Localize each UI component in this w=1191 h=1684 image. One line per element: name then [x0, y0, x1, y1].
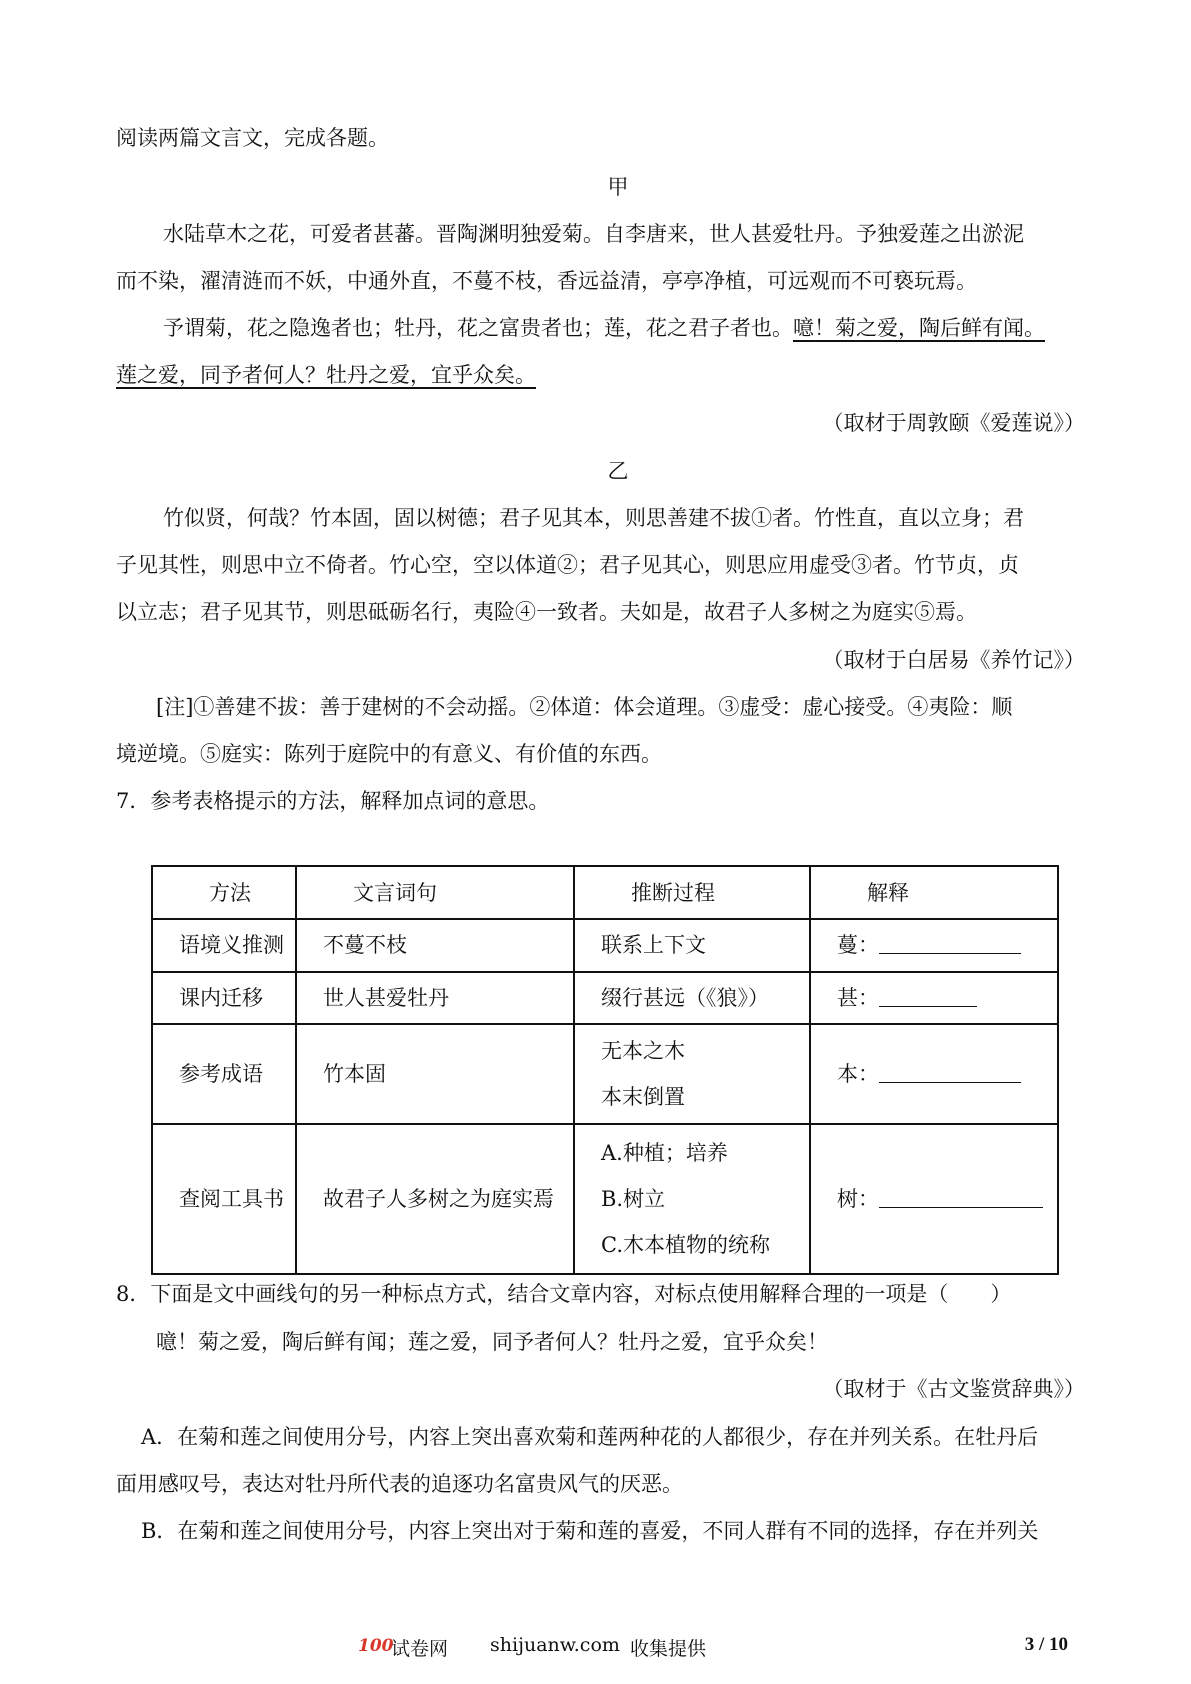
passage-yi-line: 子见其性，则思中立不倚者。竹心空，空以体道②；君子见其心，则思应用虚受③者。竹节贞，贞 — [116, 553, 1019, 577]
passage-yi-heading: 乙 — [607, 459, 629, 483]
answer-label: 本： — [837, 1062, 879, 1087]
process-cell — [574, 1024, 810, 1124]
footer-credit: 收集提供 — [630, 1638, 707, 1660]
passage-jia-source: （取材于周敦颐《爱莲说》） — [822, 411, 1085, 435]
underlined-sentence: 噫！菊之爱，陶后鲜有闻。 — [793, 316, 1045, 340]
notes-line: 境逆境。⑤庭实：陈列于庭院中的有意义、有价值的东西。 — [116, 742, 662, 766]
process-cell — [574, 1124, 810, 1274]
passage-jia-heading: 甲 — [607, 175, 629, 199]
table-header-cell: 解释 — [810, 866, 1058, 919]
answer-blank[interactable] — [879, 1185, 1043, 1208]
answer-cell — [810, 1024, 1058, 1124]
passage-yi-line: 以立志；君子见其节，则思砥砺名行，夷险④一致者。夫如是，故君子人多树之为庭实⑤焉。 — [116, 600, 977, 624]
option-a-line[interactable]: A．在菊和莲之间使用分号，内容上突出喜欢菊和莲两种花的人都很少，存在并列关系。在牡丹后 — [141, 1425, 1039, 1449]
question-7-text: 7．参考表格提示的方法，解释加点词的意思。 — [116, 789, 550, 813]
table-row — [152, 1124, 1058, 1274]
question-8-source: （取材于《古文鉴赏辞典》） — [822, 1377, 1085, 1401]
table-header-cell: 方法 — [152, 866, 296, 919]
question-8-quote: 噫！菊之爱，陶后鲜有闻；莲之爱，同予者何人？牡丹之爱，宜乎众矣！ — [156, 1330, 828, 1354]
process-line: C.木本植物的统称 — [601, 1233, 770, 1258]
answer-cell — [810, 1124, 1058, 1274]
phrase-cell: 不蔓不枝 — [296, 919, 574, 971]
phrase-cell: 故君子人多树之为庭实焉 — [296, 1124, 574, 1274]
option-a-line[interactable]: 面用感叹号，表达对牡丹所代表的追逐功名富贵风气的厌恶。 — [116, 1472, 683, 1496]
passage-jia-line — [116, 360, 536, 390]
table-row — [152, 1024, 1058, 1124]
process-line: 无本之木 — [601, 1039, 685, 1064]
passage-jia-text: 予谓菊，花之隐逸者也；牡丹，花之富贵者也；莲，花之君子者也。 — [163, 316, 793, 340]
table-row — [152, 919, 1058, 971]
underlined-sentence: 莲之爱，同予者何人？牡丹之爱，宜乎众矣。 — [116, 363, 536, 387]
footer-domain[interactable]: shijuanw.com — [490, 1634, 620, 1656]
table-header-row — [152, 866, 1058, 919]
intro-text: 阅读两篇文言文，完成各题。 — [116, 126, 389, 150]
table-header-cell: 文言词句 — [296, 866, 574, 919]
answer-cell — [810, 972, 1058, 1024]
phrase-cell: 竹本固 — [296, 1024, 574, 1124]
answer-label: 蔓： — [837, 933, 879, 958]
page-number: 3 / 10 — [1024, 1634, 1068, 1655]
process-cell: 缀行甚远（《狼》） — [574, 972, 810, 1024]
option-b-line[interactable]: B．在菊和莲之间使用分号，内容上突出对于菊和莲的喜爱，不同人群有不同的选择，存在并列关 — [141, 1519, 1039, 1543]
method-cell: 参考成语 — [152, 1024, 296, 1124]
answer-label: 树： — [837, 1187, 879, 1212]
answer-blank[interactable] — [879, 931, 1021, 954]
method-table — [151, 865, 1059, 1275]
passage-yi-line: 竹似贤，何哉？竹本固，固以树德；君子见其本，则思善建不拔①者。竹性直，直以立身；君 — [163, 506, 1024, 530]
process-line: A.种植；培养 — [601, 1141, 728, 1166]
notes-line: [注]①善建不拔：善于建树的不会动摇。②体道：体会道理。③虚受：虚心接受。④夷险：顺 — [156, 695, 1013, 719]
passage-jia-line: 水陆草木之花，可爱者甚蕃。晋陶渊明独爱菊。自李唐来，世人甚爱牡丹。予独爱莲之出淤泥 — [163, 222, 1024, 246]
question-8-text: 8．下面是文中画线句的另一种标点方式，结合文章内容，对标点使用解释合理的一项是（ ） — [116, 1282, 1012, 1306]
passage-jia-line — [163, 313, 1045, 343]
table-header-cell: 推断过程 — [574, 866, 810, 919]
phrase-cell: 世人甚爱牡丹 — [296, 972, 574, 1024]
table-row — [152, 972, 1058, 1024]
answer-cell — [810, 919, 1058, 971]
answer-blank[interactable] — [879, 984, 977, 1007]
process-cell: 联系上下文 — [574, 919, 810, 971]
answer-label: 甚： — [837, 985, 879, 1010]
passage-yi-source: （取材于白居易《养竹记》） — [822, 648, 1085, 672]
footer-site-name: 试卷网 — [391, 1638, 449, 1660]
process-line: 本末倒置 — [601, 1085, 685, 1110]
answer-blank[interactable] — [879, 1060, 1021, 1083]
process-line: B.树立 — [601, 1187, 666, 1212]
method-cell: 查阅工具书 — [152, 1124, 296, 1274]
method-cell: 课内迁移 — [152, 972, 296, 1024]
site-logo: 100 — [358, 1636, 394, 1656]
method-cell: 语境义推测 — [152, 919, 296, 971]
passage-jia-line: 而不染，濯清涟而不妖，中通外直，不蔓不枝，香远益清，亭亭净植，可远观而不可亵玩焉。 — [116, 269, 977, 293]
